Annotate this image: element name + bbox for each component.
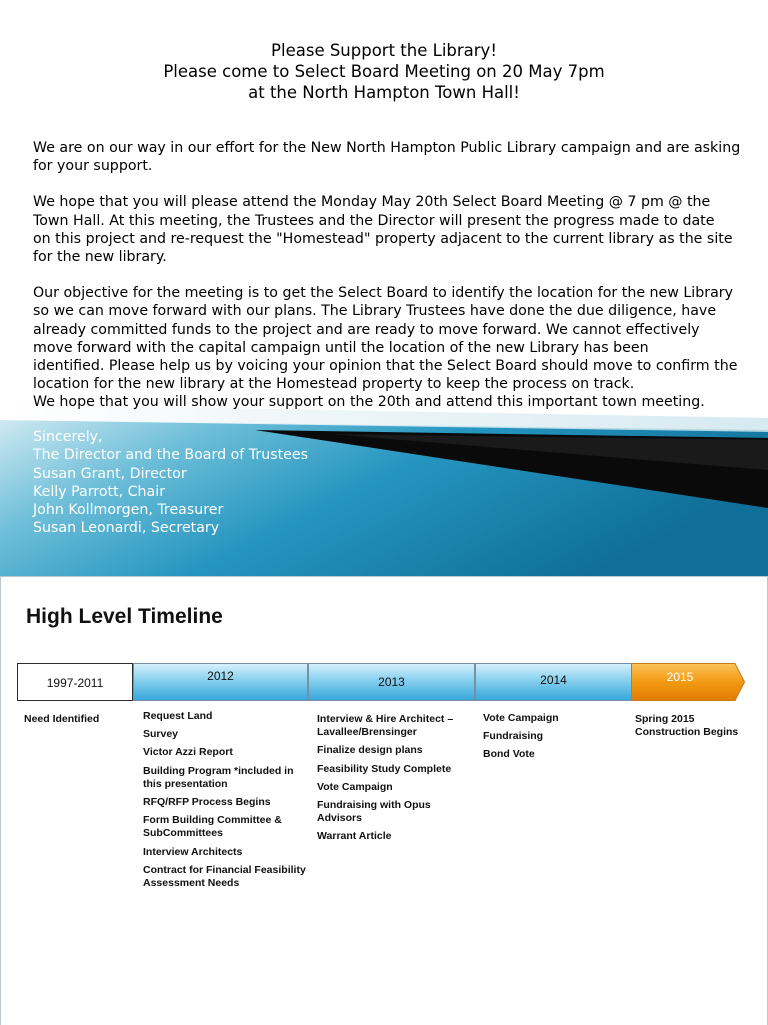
signoff-line: John Kollmorgen, Treasurer: [33, 502, 224, 519]
signoff-line: Kelly Parrott, Chair: [33, 483, 166, 500]
timeline-item: Fundraising with Opus Advisors: [317, 799, 431, 825]
timeline-item: Bond Vote: [483, 748, 535, 761]
body-line: so we can move forward with our plans. The Library Trustees have done the due diligence, have: [33, 303, 717, 320]
heading-line: Please come to Select Board Meeting on 20 May 7pm: [163, 62, 605, 81]
year-cell-2015: [631, 663, 729, 701]
timeline-item: Finalize design plans: [317, 744, 423, 757]
letter-signoff: [33, 428, 308, 538]
timeline-item: Warrant Article: [317, 830, 392, 843]
year-label: 2015: [666, 670, 694, 684]
year-cell-2012: [133, 663, 308, 701]
year-cell-1997-2011: [17, 663, 133, 701]
timeline-item: Contract for Financial Feasibility Assessment Needs: [143, 863, 306, 890]
body-line: Town Hall. At this meeting, the Trustees and the Director will present the progress made to date: [33, 212, 715, 229]
body-line: We hope that you will please attend the Monday May 20th Select Board Meeting @ 7 pm @ the: [33, 194, 711, 211]
body-line: We hope that you will show your support on the 20th and attend this important town meeting.: [33, 394, 705, 411]
body-line: on this project and re-request the "Homestead" property adjacent to the current library as the site: [33, 230, 733, 247]
paragraph-gap: [33, 175, 758, 193]
timeline-item: Victor Azzi Report: [143, 746, 233, 759]
timeline-column-2014: [483, 712, 623, 767]
heading-line: at the North Hampton Town Hall!: [248, 83, 520, 102]
signoff-line: The Director and the Board of Trustees: [33, 447, 308, 464]
heading-line: Please Support the Library!: [271, 41, 497, 60]
timeline-slide: [0, 576, 768, 1025]
letter-body: [33, 139, 758, 412]
signoff-line: Susan Grant, Director: [33, 465, 187, 482]
timeline-item: Interview & Hire Architect – Lavallee/Brensinger: [317, 713, 454, 739]
timeline-item: Need Identified: [24, 713, 100, 725]
paragraph-gap: [33, 266, 758, 284]
timeline-title: High Level Timeline: [26, 605, 223, 628]
timeline-item: Interview Architects: [143, 845, 243, 858]
timeline-item: Form Building Committee & SubCommittees: [143, 814, 282, 840]
body-line: Our objective for the meeting is to get the Select Board to identify the location for the new Library: [33, 285, 734, 302]
body-line: We are on our way in our effort for the New North Hampton Public Library campaign and are asking: [33, 140, 741, 156]
body-line: identified. Please help us by voicing your opinion that the Select Board should move to confirm the: [33, 358, 738, 375]
timeline-item: RFQ/RFP Process Begins: [143, 796, 271, 809]
year-label: 2012: [207, 669, 234, 683]
timeline-column-2013: [317, 713, 477, 849]
timeline-item: Fundraising: [483, 730, 544, 743]
year-cell-2014: [475, 663, 632, 701]
body-line: for the new library.: [33, 249, 167, 266]
timeline-item: Feasibility Study Complete: [317, 762, 452, 775]
year-label: 2013: [378, 675, 405, 689]
timeline-item: Building Program *included in this presentation: [143, 764, 294, 790]
timeline-item: Request Land: [143, 710, 213, 722]
year-cell-2013: [308, 663, 475, 701]
timeline-column-1997-2011: [24, 713, 99, 731]
body-line: location for the new library at the Homestead property to keep the process on track.: [33, 376, 635, 393]
timeline-item: Vote Campaign: [483, 712, 559, 724]
timeline-item: Spring 2015 Construction Begins: [635, 713, 739, 739]
timeline-item: Vote Campaign: [317, 780, 393, 793]
meeting-heading: [0, 40, 768, 103]
year-label: 1997-2011: [46, 676, 104, 690]
timeline-column-2012: [143, 710, 308, 895]
timeline-item: Survey: [143, 728, 179, 741]
body-line: already committed funds to the project and are ready to move forward. We cannot effectively: [33, 321, 700, 338]
year-label: 2014: [540, 673, 567, 687]
body-line: for your support.: [33, 158, 153, 175]
signoff-line: Sincerely,: [33, 429, 103, 445]
signoff-line: Susan Leonardi, Secretary: [33, 520, 220, 537]
body-line: move forward with the capital campaign until the location of the new Library has been: [33, 339, 649, 356]
timeline-column-2015: [635, 713, 745, 744]
